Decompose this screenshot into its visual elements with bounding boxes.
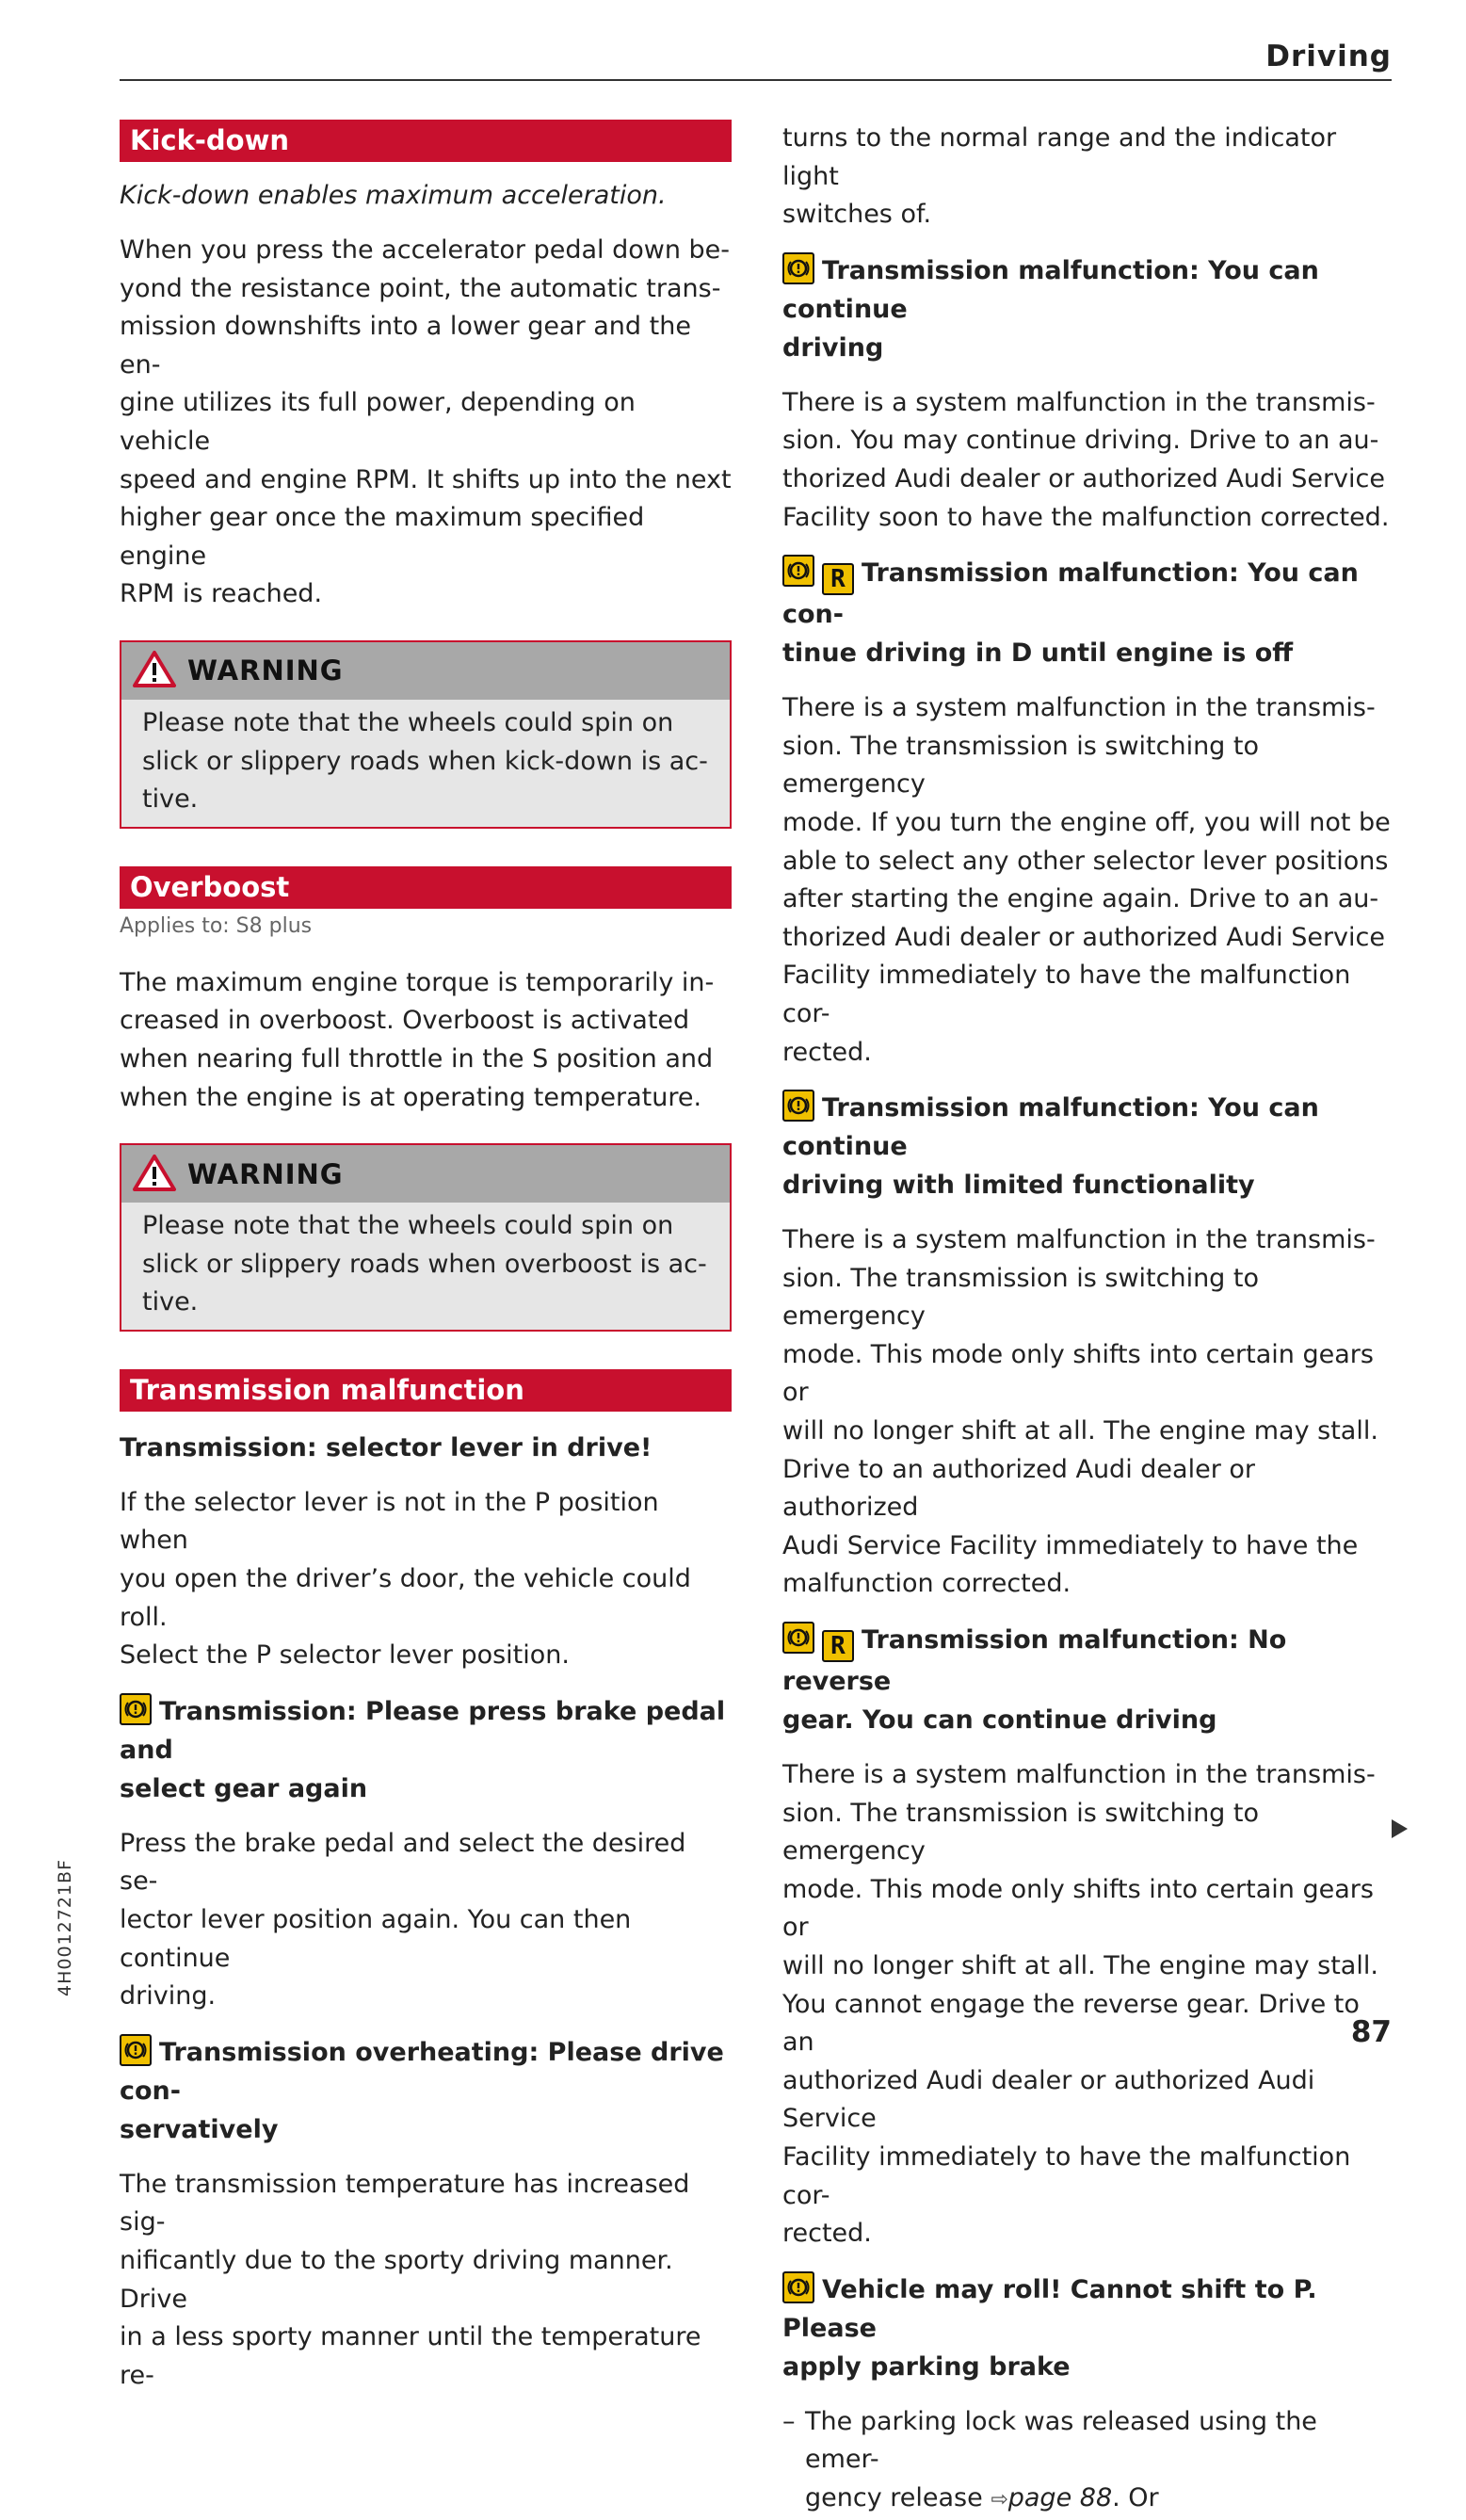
overheat-line: in a less sporty manner until the temperature re- xyxy=(120,2322,701,2390)
kickdown-line: higher gear once the maximum specified engine xyxy=(120,503,645,571)
m4-line: rected. xyxy=(782,2219,872,2249)
running-header-title: Driving xyxy=(1265,40,1392,73)
reverse-gear-icon: R xyxy=(822,1630,854,1662)
m1-heading-line: driving xyxy=(782,332,884,363)
right-column xyxy=(782,120,1394,2520)
overheat-heading-line: servatively xyxy=(120,2114,279,2144)
overheat-heading-line: Transmission overheating: Please drive con- xyxy=(120,2037,724,2106)
warning-line: tive. xyxy=(142,1287,199,1317)
warning-triangle-icon xyxy=(133,1154,176,1195)
warning-body xyxy=(121,1203,730,1330)
overboost-line: creased in overboost. Overboost is activated xyxy=(120,1006,690,1036)
document-code: 4H0012721BF xyxy=(55,1859,75,1996)
bullet-line: The parking lock was released using the emer- xyxy=(805,2406,1317,2475)
kickdown-line: gine utilizes its full power, depending on vehicle xyxy=(120,388,636,456)
m2-line: rected. xyxy=(782,1037,872,1067)
warning-line: slick or slippery roads when overboost is ac- xyxy=(142,1249,707,1279)
brake-heading-line: select gear again xyxy=(120,1773,368,1803)
kickdown-body xyxy=(120,232,732,614)
m2-line: thorized Audi dealer or authorized Audi Service xyxy=(782,922,1385,952)
m2-line: There is a system malfunction in the transmis- xyxy=(782,693,1376,723)
overboost-title: Overboost xyxy=(120,866,732,909)
m4-line: mode. This mode only shifts into certain gears or xyxy=(782,1874,1374,1943)
overboost-body xyxy=(120,964,732,1117)
overheat-heading xyxy=(120,2033,732,2149)
overboost-warning-box xyxy=(120,1143,732,1332)
warning-triangle-icon xyxy=(133,650,176,691)
m2-line: sion. The transmission is switching to emergency xyxy=(782,731,1260,800)
bullet-dash: – xyxy=(782,2406,796,2436)
m3-line: malfunction corrected. xyxy=(782,1569,1071,1599)
m4-line: There is a system malfunction in the transmis- xyxy=(782,1760,1376,1790)
selector-line: If the selector lever is not in the P position when xyxy=(120,1487,659,1556)
kickdown-line: RPM is reached. xyxy=(120,579,323,609)
m4-heading-line: Transmission malfunction: No reverse xyxy=(782,1625,1287,1697)
transmission-warning-icon xyxy=(120,1693,152,1725)
m2-heading-line: tinue driving in D until engine is off xyxy=(782,638,1294,669)
warning-header xyxy=(121,642,730,700)
brake-line: driving. xyxy=(120,1981,217,2011)
bullet-text xyxy=(805,2403,1394,2520)
warning-line: slick or slippery roads when kick-down is ac- xyxy=(142,746,708,776)
continued-arrow-icon xyxy=(1392,1819,1408,1838)
m4-line: will no longer shift at all. The engine may stall. xyxy=(782,1951,1378,1980)
m1-line: thorized Audi dealer or authorized Audi Service xyxy=(782,463,1385,493)
m4-heading-line: gear. You can continue driving xyxy=(782,1705,1217,1736)
transmission-warning-icon xyxy=(782,252,814,284)
page-reference-arrow-icon: ⇨ xyxy=(991,2487,1008,2512)
kickdown-line: speed and engine RPM. It shifts up into the next xyxy=(120,464,732,494)
overheat-line: nificantly due to the sporty driving manner. Drive xyxy=(120,2246,673,2314)
warning-label: WARNING xyxy=(187,654,344,687)
list-item xyxy=(782,2403,1394,2520)
m4-line: You cannot engage the reverse gear. Drive to an xyxy=(782,1989,1360,2058)
m2-line: mode. If you turn the engine off, you will not be xyxy=(782,807,1391,837)
warning-line: Please note that the wheels could spin on xyxy=(142,707,674,737)
m4-line: authorized Audi dealer or authorized Audi Service xyxy=(782,2065,1315,2134)
kickdown-lead: Kick-down enables maximum acceleration. xyxy=(120,181,667,210)
transmission-warning-icon xyxy=(782,1622,814,1654)
kickdown-line: When you press the accelerator pedal down be- xyxy=(120,235,731,265)
m4-line: sion. The transmission is switching to emergency xyxy=(782,1798,1260,1866)
overboost-line: The maximum engine torque is temporarily in- xyxy=(120,967,715,997)
kickdown-line: mission downshifts into a lower gear and the en- xyxy=(120,312,691,380)
warning-body xyxy=(121,700,730,827)
m1-line: Facility soon to have the malfunction corrected. xyxy=(782,502,1390,532)
brake-heading xyxy=(120,1692,732,1808)
overboost-line: when the engine is at operating temperature. xyxy=(120,1082,702,1112)
m3-line: will no longer shift at all. The engine may stall. xyxy=(782,1416,1378,1446)
m1-heading xyxy=(782,251,1394,367)
transmission-malfunction-title: Transmission malfunction xyxy=(120,1369,732,1412)
bullet-line: gency release xyxy=(805,2482,991,2512)
m2-heading-line: Transmission malfunction: You can con- xyxy=(782,558,1359,630)
m3-heading-line: driving with limited functionality xyxy=(782,1171,1255,1201)
warning-header xyxy=(121,1145,730,1203)
brake-line: lector lever position again. You can then continue xyxy=(120,1905,632,1973)
overboost-line: when nearing full throttle in the S position and xyxy=(120,1043,714,1074)
page-number: 87 xyxy=(1350,2015,1392,2049)
selector-line: Select the P selector lever position. xyxy=(120,1640,570,1671)
left-column xyxy=(120,120,732,2395)
m3-line: mode. This mode only shifts into certain gears or xyxy=(782,1339,1374,1408)
bullet-line-end: . Or xyxy=(1112,2482,1159,2512)
warning-label: WARNING xyxy=(187,1157,344,1190)
continued-line: turns to the normal range and the indicator light xyxy=(782,123,1337,191)
warning-line: tive. xyxy=(142,784,199,815)
m2-line: after starting the engine again. Drive to an au- xyxy=(782,884,1379,914)
kickdown-line: yond the resistance point, the automatic trans- xyxy=(120,273,721,303)
selector-heading: Transmission: selector lever in drive! xyxy=(120,1432,652,1462)
m5-heading xyxy=(782,2270,1394,2386)
warning-line: Please note that the wheels could spin on xyxy=(142,1211,674,1241)
selector-line: you open the driver’s door, the vehicle could roll. xyxy=(120,1564,691,1632)
m4-heading xyxy=(782,1621,1394,1739)
m5-heading-line: apply parking brake xyxy=(782,2351,1071,2382)
continued-line: switches of. xyxy=(782,200,932,230)
brake-line: Press the brake pedal and select the desired se- xyxy=(120,1828,686,1897)
m1-heading-line: Transmission malfunction: You can continue xyxy=(782,255,1319,324)
m3-line: sion. The transmission is switching to emergency xyxy=(782,1263,1260,1332)
overheat-line: The transmission temperature has increased sig- xyxy=(120,2169,690,2237)
m2-heading xyxy=(782,554,1394,672)
m5-heading-line: Vehicle may roll! Cannot shift to P. Please xyxy=(782,2274,1317,2343)
reverse-gear-icon: R xyxy=(822,563,854,595)
m3-heading xyxy=(782,1089,1394,1204)
m4-line: Facility immediately to have the malfunction cor- xyxy=(782,2141,1351,2210)
brake-heading-line: Transmission: Please press brake pedal and xyxy=(120,1696,726,1765)
m3-heading-line: Transmission malfunction: You can continue xyxy=(782,1093,1319,1162)
page-reference-link[interactable]: page 88 xyxy=(1007,2482,1113,2512)
transmission-warning-icon xyxy=(782,2271,814,2303)
m3-line: Audi Service Facility immediately to have the xyxy=(782,1530,1359,1560)
overboost-applies-to: Applies to: S8 plus xyxy=(120,913,313,938)
m3-line: Drive to an authorized Audi dealer or authorized xyxy=(782,1454,1255,1523)
header-rule xyxy=(120,79,1392,81)
m1-line: sion. You may continue driving. Drive to an au- xyxy=(782,426,1379,456)
transmission-warning-icon xyxy=(120,2034,152,2066)
m1-line: There is a system malfunction in the transmis- xyxy=(782,387,1376,417)
transmission-warning-icon xyxy=(782,555,814,587)
kickdown-title: Kick-down xyxy=(120,120,732,162)
m3-line: There is a system malfunction in the transmis- xyxy=(782,1225,1376,1255)
transmission-warning-icon xyxy=(782,1090,814,1122)
kickdown-warning-box xyxy=(120,640,732,829)
m2-line: Facility immediately to have the malfunction cor- xyxy=(782,961,1351,1028)
m2-line: able to select any other selector lever positions xyxy=(782,846,1389,876)
